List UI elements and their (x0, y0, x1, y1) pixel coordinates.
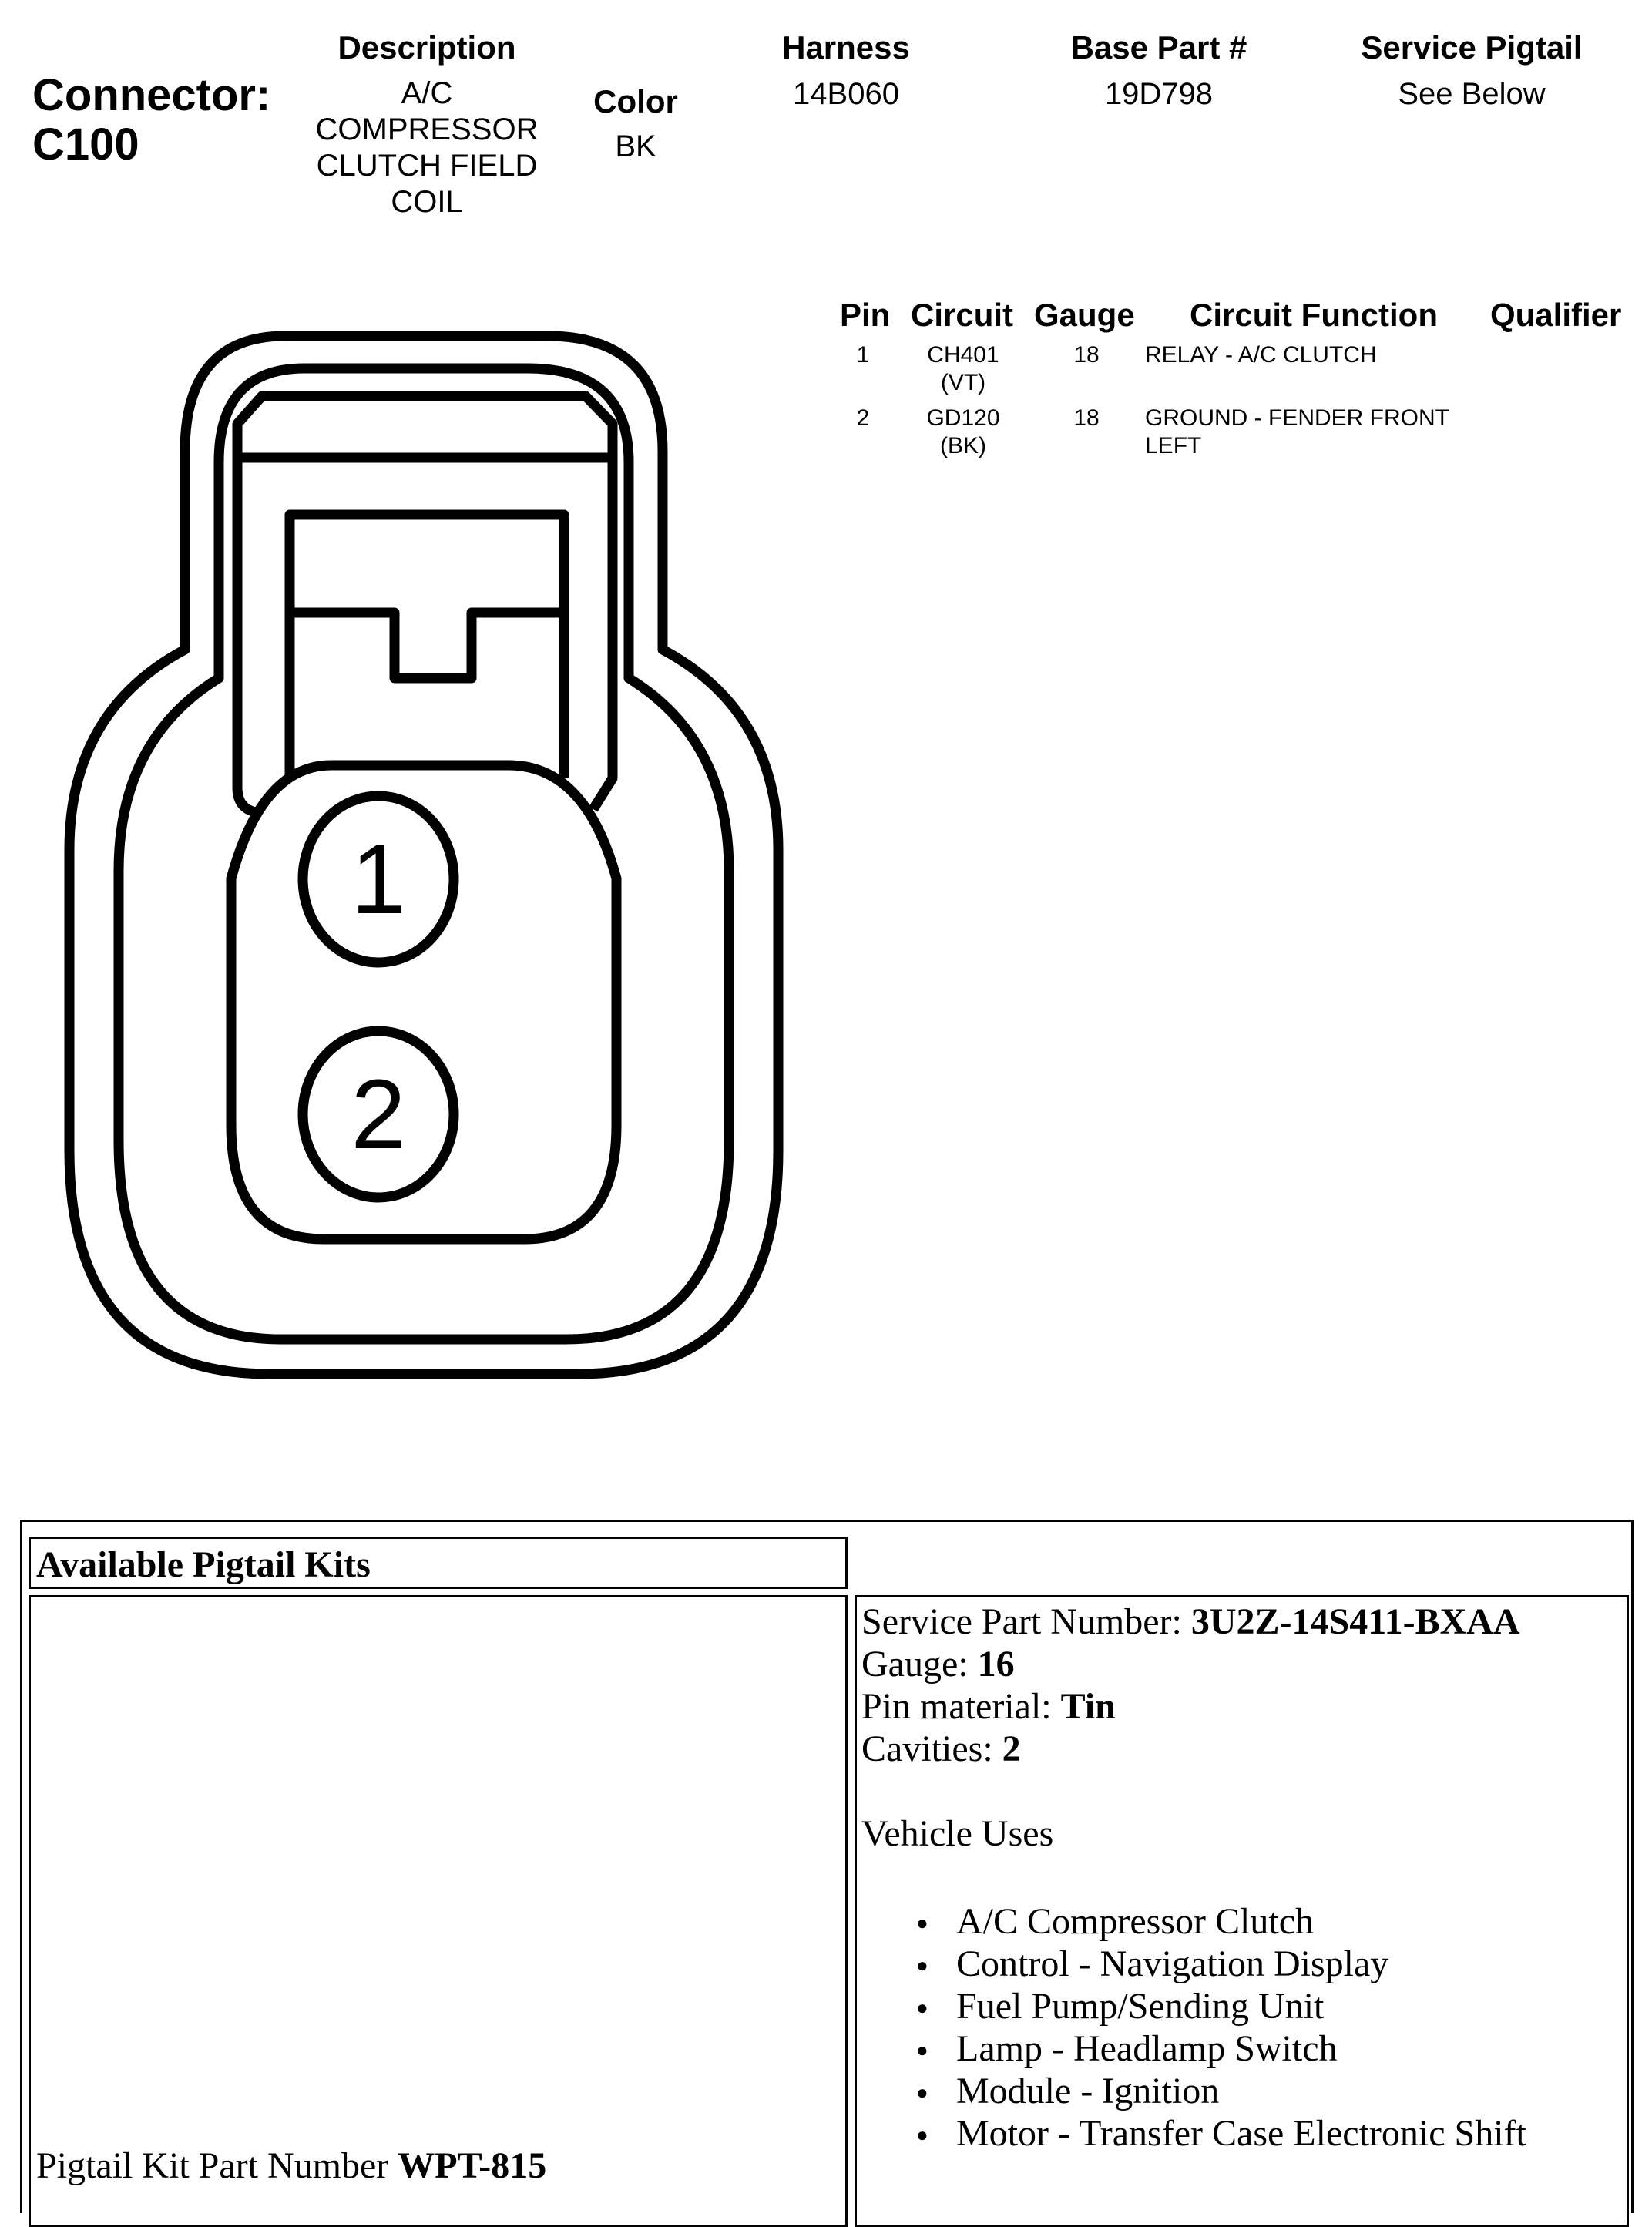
pin-carrier (231, 765, 616, 1239)
kit-part-label: Pigtail Kit Part Number (36, 2145, 398, 2186)
row2-pin: 2 (856, 405, 870, 431)
service-part-line (861, 1601, 1627, 1643)
pin-material-label: Pin material: (861, 1686, 1061, 1727)
gauge-header: Gauge (1034, 297, 1135, 333)
vehicle-uses-heading: Vehicle Uses (861, 1813, 1054, 1854)
latch-top (237, 396, 613, 458)
row2-function (1145, 405, 1449, 460)
description-value (273, 76, 581, 220)
row2-function-line: LEFT (1145, 433, 1202, 458)
cavities-line (861, 1728, 1627, 1770)
row1-circuit-color: (VT) (940, 370, 986, 395)
connector-id: C100 (32, 119, 139, 170)
vehicle-use-item: ● Motor - Transfer Case Electronic Shift (956, 2112, 1627, 2155)
connector-title (32, 71, 270, 170)
latch-left-side (237, 458, 260, 813)
row2-gauge: 18 (1073, 405, 1100, 431)
row1-circuit (909, 341, 1017, 397)
harness-header: Harness (782, 29, 910, 66)
color-value: BK (615, 129, 656, 163)
gauge-label: Gauge: (861, 1644, 978, 1685)
row2-circuit-color: (BK) (940, 433, 986, 458)
service-part-value: 3U2Z-14S411-BXAA (1190, 1601, 1520, 1642)
pin-1-label: 1 (351, 825, 406, 935)
latch-notch (290, 613, 564, 678)
pin-header: Pin (840, 297, 891, 333)
connector-label: Connector: (32, 70, 271, 120)
pigtail-kit-cell (29, 1595, 848, 2227)
description-line: A/C (401, 76, 453, 110)
harness-value: 14B060 (793, 77, 899, 111)
connector-face-diagram (0, 293, 817, 1402)
cavities-value: 2 (1002, 1728, 1021, 1769)
vehicle-use-item: ● Control - Navigation Display (956, 1943, 1627, 1985)
pigtail-kits-table (20, 1520, 1634, 2213)
base-part-value: 19D798 (1104, 77, 1214, 111)
description-line: COMPRESSOR (315, 113, 539, 146)
pigtail-details (857, 1597, 1627, 2155)
row1-function (1145, 341, 1377, 369)
description-line: CLUTCH FIELD (316, 149, 538, 183)
qualifier-header: Qualifier (1490, 297, 1622, 333)
vehicle-use-item: ● A/C Compressor Clutch (956, 1900, 1627, 1943)
vehicle-uses-list (861, 1900, 1627, 2155)
row1-pin: 1 (856, 342, 870, 368)
circuit-function-header: Circuit Function (1190, 297, 1438, 333)
pigtail-kit-part-number (36, 2145, 546, 2187)
gauge-line (861, 1643, 1627, 1685)
pigtail-title-cell (29, 1537, 848, 1589)
row2-circuit (909, 405, 1017, 460)
row2-function-line: GROUND - FENDER FRONT (1145, 405, 1449, 431)
connector-outer-shell (69, 336, 778, 1374)
base-part-header: Base Part # (1070, 29, 1247, 66)
color-header: Color (593, 83, 678, 119)
vehicle-use-item: ● Module - Ignition (956, 2070, 1627, 2112)
vehicle-use-item: ● Lamp - Headlamp Switch (956, 2027, 1627, 2070)
description-header: Description (337, 29, 516, 66)
row1-function-line: RELAY - A/C CLUTCH (1145, 342, 1377, 368)
pin-material-line (861, 1685, 1627, 1728)
description-line: COIL (391, 185, 463, 219)
service-part-label: Service Part Number: (861, 1601, 1191, 1642)
row1-gauge: 18 (1073, 342, 1100, 368)
pigtail-details-cell (855, 1595, 1629, 2227)
cavities-label: Cavities: (861, 1728, 1002, 1769)
row1-circuit-id: CH401 (927, 342, 999, 368)
gauge-value: 16 (977, 1644, 1015, 1685)
latch-window (290, 515, 564, 778)
pigtail-kits-title: Available Pigtail Kits (36, 1544, 371, 1585)
row2-circuit-id: GD120 (926, 405, 1000, 431)
circuit-header: Circuit (911, 297, 1014, 333)
latch-right-side (593, 458, 613, 809)
service-pigtail-header: Service Pigtail (1361, 29, 1583, 66)
pin-material-value: Tin (1060, 1686, 1116, 1727)
vehicle-use-item: ● Fuel Pump/Sending Unit (956, 1985, 1627, 2027)
service-pigtail-value: See Below (1398, 77, 1546, 111)
kit-part-value: WPT-815 (398, 2145, 547, 2186)
pin-2-label: 2 (351, 1060, 406, 1170)
